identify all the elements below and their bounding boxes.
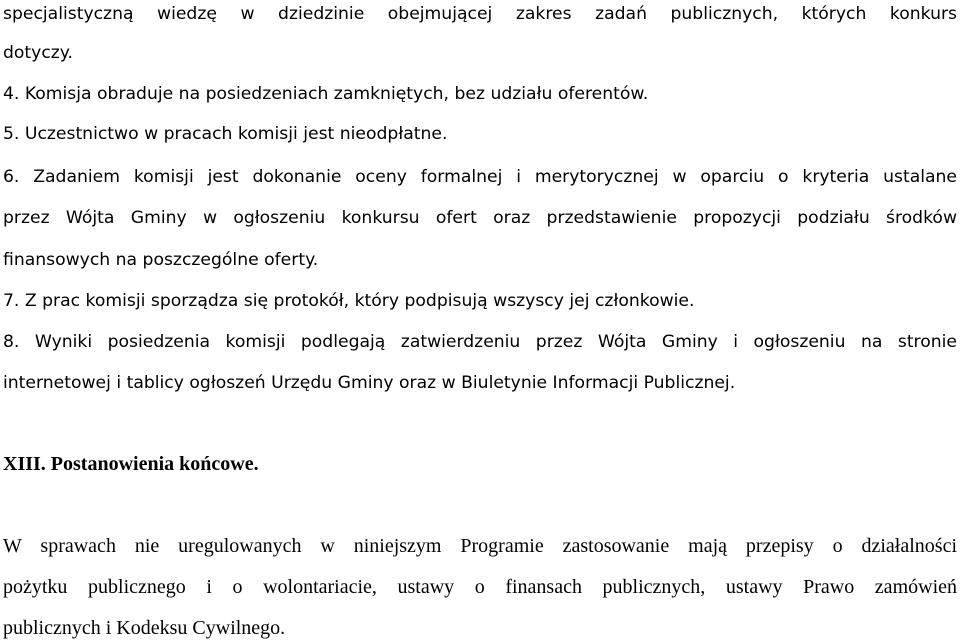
text-line: finansowych na poszczególne oferty. bbox=[3, 250, 319, 270]
text-line: przez Wójta Gminy w ogłoszeniu konkursu ofert oraz przedstawienie propozycji podziału środków bbox=[3, 208, 957, 228]
text-line: dotyczy. bbox=[3, 43, 73, 63]
text-line: internetowej i tablicy ogłoszeń Urzędu Gminy oraz w Biuletynie Informacji Publicznej. bbox=[3, 373, 736, 393]
list-item-7: 7. Z prac komisji sporządza się protokół, który podpisują wszyscy jej członkowie. bbox=[3, 291, 695, 311]
list-item-5: 5. Uczestnictwo w pracach komisji jest nieodpłatne. bbox=[3, 124, 448, 144]
section-heading: XIII. Postanowienia końcowe. bbox=[3, 453, 259, 475]
paragraph-line: publicznych i Kodeksu Cywilnego. bbox=[3, 617, 286, 639]
list-item-6: 6. Zadaniem komisji jest dokonanie oceny formalnej i merytorycznej w oparciu o kryteria ustalane bbox=[3, 167, 957, 187]
list-item-8: 8. Wyniki posiedzenia komisji podlegają zatwierdzeniu przez Wójta Gminy i ogłoszeniu na stronie bbox=[3, 332, 957, 352]
paragraph-line: pożytku publicznego i o wolontariacie, ustawy o finansach publicznych, ustawy Prawo zamówień bbox=[3, 576, 957, 598]
list-item-4: 4. Komisja obraduje na posiedzeniach zamkniętych, bez udziału oferentów. bbox=[3, 84, 649, 104]
text-line: specjalistyczną wiedzę w dziedzinie obejmującej zakres zadań publicznych, których konkurs bbox=[3, 4, 957, 24]
paragraph-line: W sprawach nie uregulowanych w niniejszym Programie zastosowanie mają przepisy o działalności bbox=[3, 535, 957, 557]
